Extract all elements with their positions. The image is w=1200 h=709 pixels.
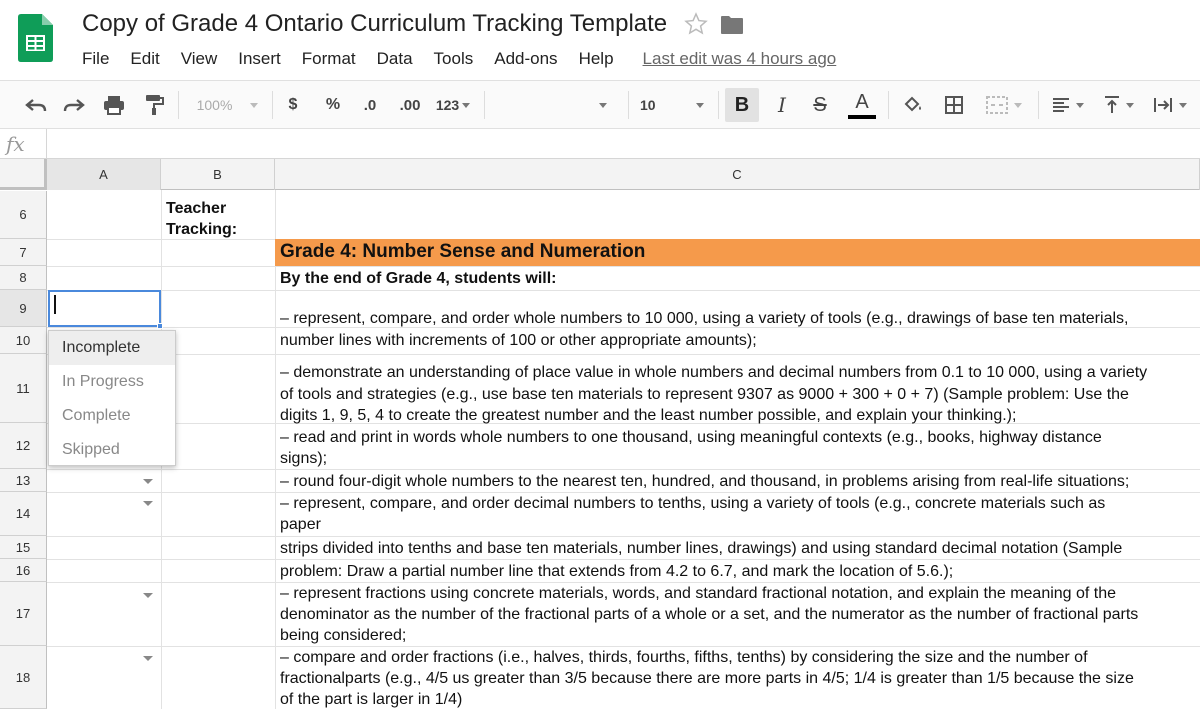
italic-button[interactable]: I [778, 93, 786, 117]
expectation-line: number lines with increments of 100 or other appropriate amounts); [280, 332, 757, 349]
row-header-9[interactable]: 9 [0, 290, 47, 327]
teacher-tracking-label: Teacher Tracking: [166, 200, 238, 238]
text-color-button[interactable]: A [846, 81, 878, 129]
decrease-decimal-button[interactable]: .0 [363, 96, 377, 114]
row-header-14[interactable]: 14 [0, 492, 47, 536]
bold-button[interactable]: B [725, 88, 759, 122]
print-icon[interactable] [100, 81, 128, 129]
expectation-line: – demonstrate an understanding of place value in whole numbers and decimal numbers from 0.1 to 10 000, using a variety [280, 364, 1148, 381]
row-header-15[interactable]: 15 [0, 536, 47, 559]
expectation-line: of tools and strategies (e.g., use base ten materials to represent 9307 as 9000 + 300 + 0 + 7) (Sample problem: Use the [280, 386, 1129, 403]
row-header-8[interactable]: 8 [0, 266, 47, 290]
more-formats-button[interactable]: 123 [433, 81, 473, 129]
vertical-align-icon[interactable] [1098, 81, 1140, 129]
validation-dropdown-arrow-icon[interactable] [143, 593, 153, 598]
menu-bar [82, 48, 836, 70]
row-header-16[interactable]: 16 [0, 559, 47, 582]
undo-icon[interactable] [22, 81, 50, 129]
select-all-corner[interactable] [0, 159, 47, 190]
percent-format-button[interactable]: % [325, 96, 341, 113]
menu-view[interactable]: View [180, 49, 218, 68]
menu-add-ons[interactable]: Add-ons [494, 49, 558, 68]
zoom-select[interactable]: 100% [190, 81, 265, 129]
fx-icon: fx [6, 132, 25, 156]
font-size-select[interactable]: 10 [640, 81, 712, 129]
menu-format[interactable]: Format [301, 49, 356, 68]
text-cursor [54, 295, 56, 314]
currency-format-button[interactable]: $ [288, 96, 298, 113]
validation-dropdown-arrow-icon[interactable] [143, 656, 153, 661]
folder-icon[interactable] [720, 15, 744, 35]
expectation-line: problem: Draw a partial number line that extends from 4.2 to 6.7, and mark the location of 5.6.); [280, 563, 954, 580]
menu-tools[interactable]: Tools [433, 49, 474, 68]
document-title[interactable]: Copy of Grade 4 Ontario Curriculum Tracking Template [82, 10, 668, 37]
menu-help[interactable]: Help [578, 49, 614, 68]
last-edit-link[interactable]: Last edit was 4 hours ago [642, 49, 837, 68]
menu-data[interactable]: Data [376, 49, 413, 68]
toolbar [0, 80, 1200, 129]
grade-header-text: Grade 4: Number Sense and Numeration [280, 241, 646, 262]
option-in-progress[interactable]: In Progress [62, 373, 144, 390]
menu-file[interactable]: File [82, 49, 110, 68]
expectation-line: fractionalparts (e.g., 4/5 us greater than 3/5 because there are more parts in 4/5; 1/4 is greater than 1/5 because the size [280, 670, 1134, 687]
menu-insert[interactable]: Insert [238, 49, 281, 68]
expectation-line: – read and print in words whole numbers to one thousand, using meaningful contexts (e.g., books, highway distance [280, 429, 1102, 446]
sheets-logo-icon[interactable] [18, 14, 53, 62]
validation-dropdown-menu [48, 330, 176, 466]
expectation-line: digits 1, 9, 5, 4 to create the greatest number and the least number possible, and explain your thinking.); [280, 407, 1017, 424]
selected-cell-a9[interactable] [48, 290, 161, 327]
expectation-line: – represent, compare, and order whole numbers to 10 000, using a variety of tools (e.g., drawings of base ten materials, [280, 310, 1129, 327]
formula-bar[interactable] [0, 129, 1200, 159]
row-header-10[interactable]: 10 [0, 327, 47, 354]
expectation-line: signs); [280, 450, 328, 467]
column-header-row [0, 159, 1200, 190]
option-incomplete[interactable]: Incomplete [49, 331, 175, 365]
fill-color-icon[interactable] [900, 81, 926, 129]
menu-edit[interactable]: Edit [130, 49, 160, 68]
expectation-line: denominator as the number of the fractional parts of a whole or a set, and the numerator as the number of fractional parts [280, 606, 1139, 623]
expectation-line: – represent fractions using concrete materials, words, and standard fractional notation, and explain the meaning of the [280, 585, 1117, 602]
merge-cells-icon[interactable] [980, 81, 1028, 129]
option-complete[interactable]: Complete [62, 407, 131, 424]
column-header-b[interactable]: B [161, 159, 275, 190]
intro-text: By the end of Grade 4, students will: [280, 270, 557, 287]
font-family-select[interactable] [490, 81, 615, 129]
column-header-a[interactable]: A [47, 159, 161, 190]
expectation-line: of the part is larger in 1/4) [280, 691, 463, 708]
redo-icon[interactable] [60, 81, 88, 129]
borders-icon[interactable] [942, 81, 966, 129]
row-header-17[interactable]: 17 [0, 582, 47, 646]
row-header-12[interactable]: 12 [0, 423, 47, 469]
fill-handle[interactable] [157, 323, 163, 329]
star-icon[interactable] [684, 12, 708, 36]
validation-dropdown-arrow-icon[interactable] [143, 501, 153, 506]
row-header-18[interactable]: 18 [0, 646, 47, 709]
column-header-c[interactable]: C [275, 159, 1200, 190]
expectation-line: paper [280, 516, 321, 533]
strikethrough-button[interactable]: S [813, 93, 827, 116]
increase-decimal-button[interactable]: .00 [399, 96, 421, 114]
paint-format-icon[interactable] [140, 81, 168, 129]
expectation-line: – represent, compare, and order decimal numbers to tenths, using a variety of tools (e.g., concrete materials such as [280, 495, 1106, 512]
row-header-6[interactable]: 6 [0, 191, 47, 239]
row-header-13[interactable]: 13 [0, 469, 47, 492]
text-wrap-icon[interactable] [1148, 81, 1192, 129]
row-header-7[interactable]: 7 [0, 239, 47, 266]
validation-dropdown-arrow-icon[interactable] [143, 479, 153, 484]
row-header-11[interactable]: 11 [0, 354, 47, 423]
option-skipped[interactable]: Skipped [62, 441, 120, 458]
align-left-icon[interactable] [1048, 81, 1088, 129]
expectation-line: strips divided into tenths and base ten materials, number lines, drawings) and using standard decimal notation (Sample [280, 540, 1123, 557]
expectation-line: – round four-digit whole numbers to the nearest ten, hundred, and thousand, in problems arising from real-life situations; [280, 473, 1130, 490]
expectation-line: – compare and order fractions (i.e., halves, thirds, fourths, fifths, tenths) by considering the size and the number of [280, 649, 1088, 666]
grade-header-cell[interactable] [275, 239, 1200, 266]
expectation-line: being considered; [280, 627, 407, 644]
